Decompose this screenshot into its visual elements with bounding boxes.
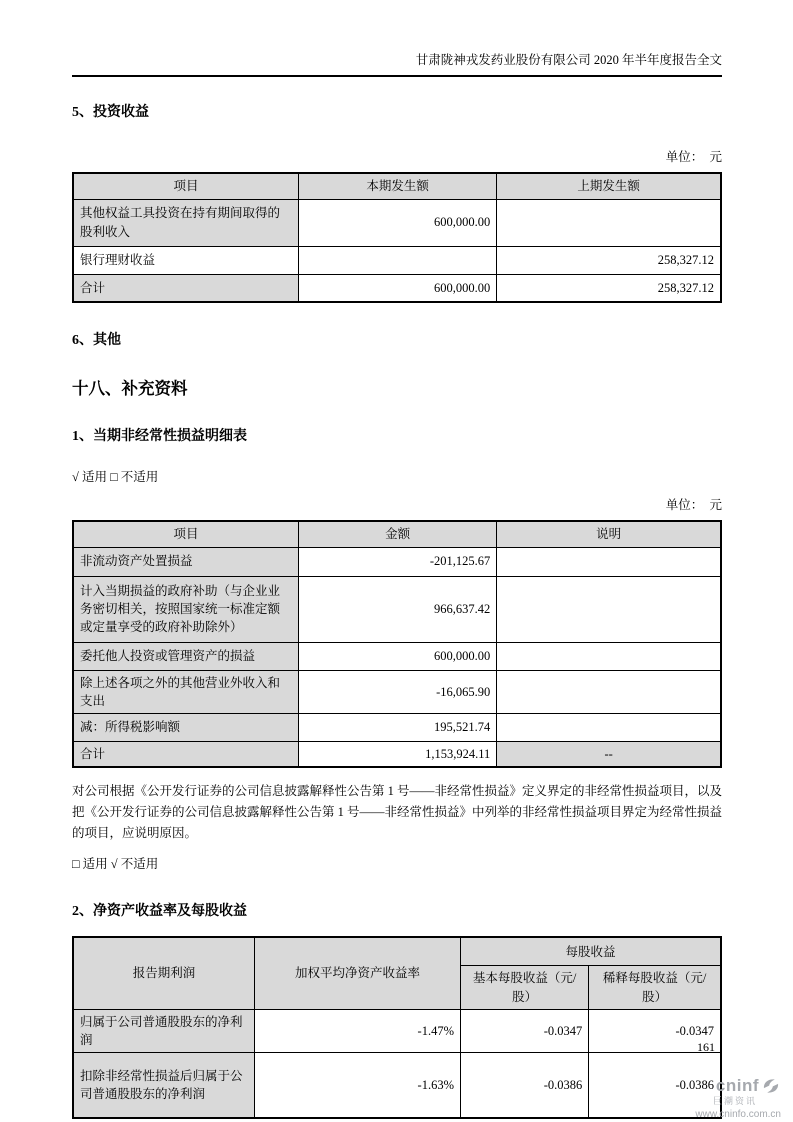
row-label-cell: 合计 bbox=[73, 741, 299, 767]
table-header-row bbox=[73, 173, 721, 199]
report-title: 甘肃陇神戎发药业股份有限公司 2020 年半年度报告全文 bbox=[415, 53, 722, 67]
applicable-line-2: □ 适用 √ 不适用 bbox=[72, 856, 159, 871]
column-header: 说明 bbox=[497, 521, 721, 547]
value-cell: -0.0347 bbox=[461, 1009, 589, 1052]
row-label-cell: 计入当期损益的政府补助（与企业业务密切相关，按照国家统一标准定额或定量享受的政府补助除外） bbox=[73, 576, 299, 642]
row-label-cell: 扣除非经常性损益后归属于公司普通股股东的净利润 bbox=[73, 1052, 254, 1118]
cninfo-logo-subtitle: 巨潮资讯 bbox=[712, 1096, 757, 1106]
column-header: 基本每股收益（元/股） bbox=[461, 966, 589, 1009]
table-row bbox=[73, 741, 721, 767]
note-cell bbox=[497, 713, 721, 741]
column-header: 报告期利润 bbox=[73, 937, 254, 1009]
value-cell: -1.47% bbox=[254, 1009, 460, 1052]
value-cell: -0.0347 bbox=[589, 1009, 721, 1052]
cninfo-logo-url: www.cninfo.com.cn bbox=[695, 1108, 781, 1120]
table-row bbox=[73, 274, 721, 302]
column-header: 加权平均净资产收益率 bbox=[254, 937, 460, 1009]
value-cell: 258,327.12 bbox=[497, 246, 721, 274]
column-header: 稀释每股收益（元/股） bbox=[589, 966, 721, 1009]
nonrecurring-explanation-paragraph: 对公司根据《公开发行证券的公司信息披露解释性公告第 1 号——非经常性损益》定义界定的非经常性损益项目，以及把《公开发行证券的公司信息披露解释性公告第 1 号——非经常性损益》中列举的非经常性损益项目界定为经常性损益的项目，应说明原因。 bbox=[72, 783, 723, 840]
row-label-cell: 委托他人投资或管理资产的损益 bbox=[73, 642, 299, 670]
applicable-line-1: √ 适用 □ 不适用 bbox=[72, 470, 159, 484]
table-row bbox=[73, 576, 721, 642]
column-header: 本期发生额 bbox=[299, 173, 497, 199]
value-cell: 966,637.42 bbox=[299, 576, 497, 642]
table-row bbox=[73, 713, 721, 741]
value-cell: 600,000.00 bbox=[299, 199, 497, 246]
column-header: 上期发生额 bbox=[497, 173, 721, 199]
unit-label-1: 单位： 元 bbox=[665, 150, 722, 164]
column-header-group: 每股收益 bbox=[461, 937, 722, 966]
investment-income-table bbox=[72, 172, 722, 303]
page-number: 161 bbox=[697, 1040, 715, 1054]
value-cell bbox=[497, 199, 721, 246]
section-18-1-heading: 1、当期非经常性损益明细表 bbox=[72, 429, 247, 444]
note-cell bbox=[497, 547, 721, 576]
roe-eps-table bbox=[72, 936, 722, 1120]
value-cell: 195,521.74 bbox=[299, 713, 497, 741]
column-header: 项目 bbox=[73, 521, 299, 547]
value-cell: 258,327.12 bbox=[497, 274, 721, 302]
value-cell: -201,125.67 bbox=[299, 547, 497, 576]
unit-label-2: 单位： 元 bbox=[665, 498, 722, 512]
note-cell: -- bbox=[497, 741, 721, 767]
section-6-heading: 6、其他 bbox=[72, 333, 121, 348]
cninfo-logo bbox=[695, 1076, 781, 1120]
table-header-row bbox=[73, 521, 721, 547]
row-label-cell: 除上述各项之外的其他营业外收入和支出 bbox=[73, 670, 299, 713]
column-header: 金额 bbox=[299, 521, 497, 547]
value-cell: -0.0386 bbox=[589, 1052, 721, 1118]
table-row bbox=[73, 670, 721, 713]
section-5-heading: 5、投资收益 bbox=[72, 105, 149, 120]
section-18-heading: 十八、补充资料 bbox=[72, 379, 188, 398]
cninfo-swirl-icon bbox=[761, 1076, 781, 1096]
value-cell: -16,065.90 bbox=[299, 670, 497, 713]
note-cell bbox=[497, 670, 721, 713]
page-content bbox=[72, 0, 722, 1119]
row-label-cell: 归属于公司普通股股东的净利润 bbox=[73, 1009, 254, 1052]
row-label-cell: 合计 bbox=[73, 274, 299, 302]
cninfo-logo-text: cninf bbox=[715, 1075, 759, 1095]
value-cell bbox=[299, 246, 497, 274]
table-row bbox=[73, 199, 721, 246]
table-row bbox=[73, 547, 721, 576]
table-row bbox=[73, 1009, 721, 1052]
row-label-cell: 减：所得税影响额 bbox=[73, 713, 299, 741]
value-cell: 1,153,924.11 bbox=[299, 741, 497, 767]
section-18-2-heading: 2、净资产收益率及每股收益 bbox=[72, 903, 247, 919]
table-row bbox=[73, 642, 721, 670]
row-label-cell: 其他权益工具投资在持有期间取得的股利收入 bbox=[73, 199, 299, 246]
value-cell: -1.63% bbox=[254, 1052, 460, 1118]
cninfo-logo-top bbox=[695, 1076, 781, 1096]
value-cell: -0.0386 bbox=[461, 1052, 589, 1118]
note-cell bbox=[497, 642, 721, 670]
column-header: 项目 bbox=[73, 173, 299, 199]
table-row bbox=[73, 246, 721, 274]
value-cell: 600,000.00 bbox=[299, 642, 497, 670]
document-header bbox=[72, 50, 722, 77]
note-cell bbox=[497, 576, 721, 642]
table-header-row bbox=[73, 937, 721, 966]
value-cell: 600,000.00 bbox=[299, 274, 497, 302]
row-label-cell: 非流动资产处置损益 bbox=[73, 547, 299, 576]
table-row bbox=[73, 1052, 721, 1118]
row-label-cell: 银行理财收益 bbox=[73, 246, 299, 274]
nonrecurring-items-table bbox=[72, 520, 722, 768]
